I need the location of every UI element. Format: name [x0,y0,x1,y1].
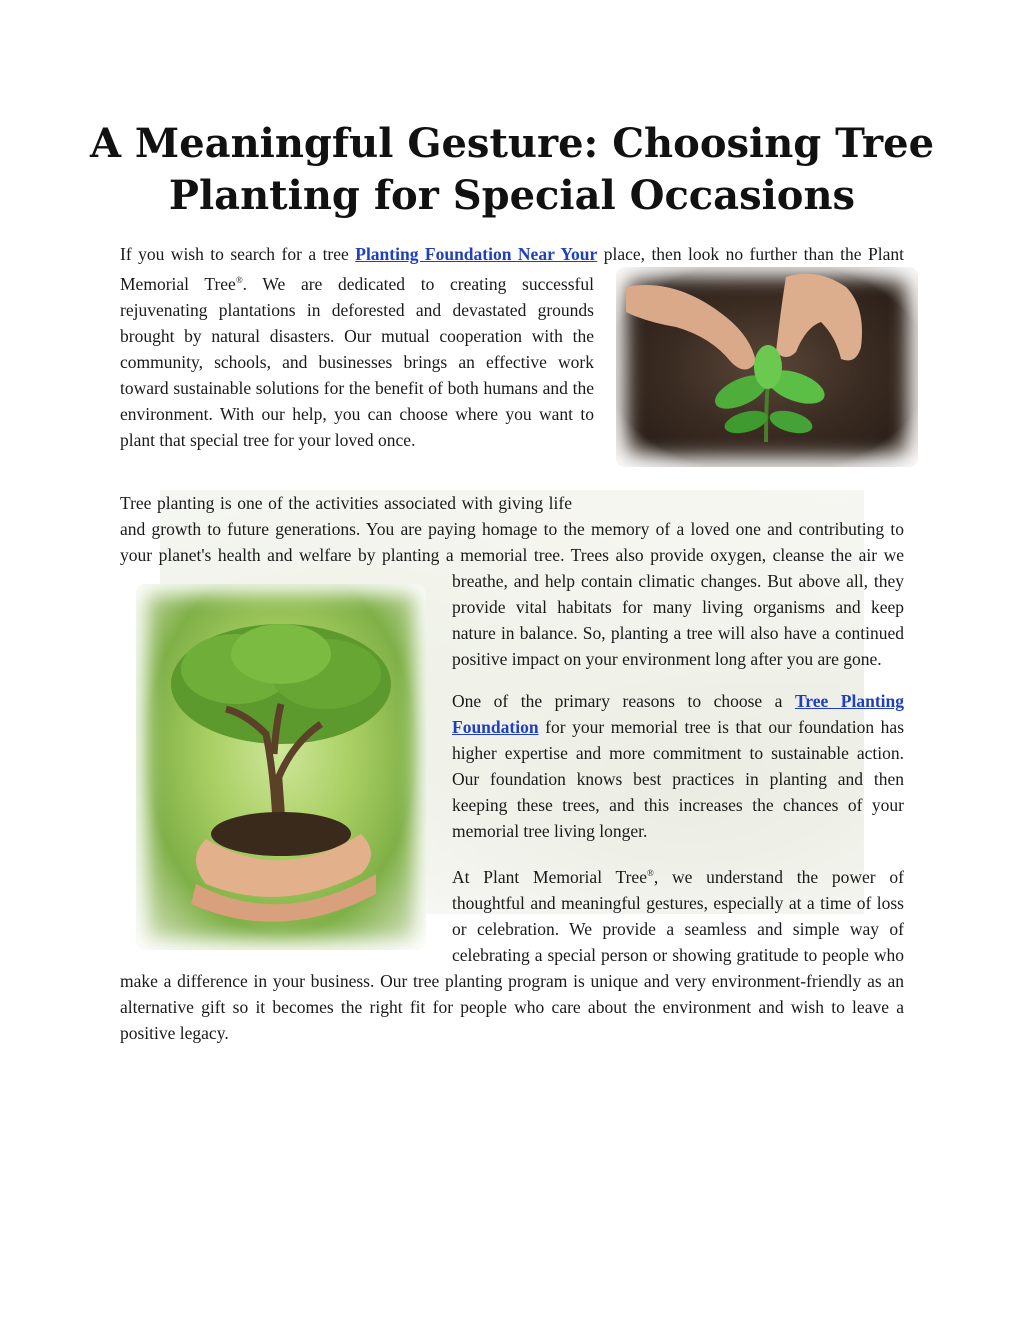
registered-mark: ® [235,275,243,285]
tree-planting-foundation-link[interactable]: Tree Planting Foundation [452,691,904,737]
section-body [120,490,904,1046]
planting-foundation-link[interactable]: Planting Foundation Near Your [355,244,598,264]
title-line-2: Planting for Special Occasions [168,172,856,219]
p1-text-a: If you wish to search for a tree [120,244,356,264]
registered-mark-2: ® [646,868,654,878]
p4-text-a: At Plant Memorial Tree [452,866,647,887]
p3-text-b: for your memorial tree is that our foundation has higher expertise and more commitment to sustainable action. Our foundation knows best practices in planting and then keeping these trees, and this increases the chances of your memorial tree living longer. [452,717,904,841]
seedling-hands-image [616,267,918,467]
section-intro [120,241,904,467]
p1-text-c: . We are dedicated to creating successful rejuvenating plantations in deforested and devastated grounds brought by natural disasters. Our mutual cooperation with the community, schools, and businesses brings an effective work toward sustainable solutions for the benefit of both humans and the environment. With our help, you can choose where you want to plant that special tree for your loved once. [120,273,594,450]
title-line-1: A Meaningful Gesture: Choosing Tree [89,120,935,167]
p3-text-a: One of the primary reasons to choose a [452,691,795,711]
p1-text-b: place, then look no further than the Plant Memorial Tree [120,244,904,294]
tree-in-hands-image [136,584,426,950]
paragraph-2: Tree planting is one of the activities associated with giving life and growth to future generations. You are paying homage to the memory of a loved one and contributing to your planet's health and welfare by planting a memorial tree. Trees also provide oxygen, cleanse the air we breathe, and help contain climatic changes. But above all, they provide vital habitats for many living organisms and keep nature in balance. So, planting a tree will also have a continued positive impact on your environment long after you are gone. [120,493,904,669]
p4-text-b: , we understand the power of thoughtful and meaningful gestures, especially at a time of loss or celebration. We provide a seamless and simple way of celebrating a special person or showing gratitude to people who make a difference in your business. Our tree planting program is unique and very environment-friendly as an alternative gift so it becomes the right fit for people who care about the environment and wish to leave a positive legacy. [120,866,904,1043]
page-title [60,118,964,222]
